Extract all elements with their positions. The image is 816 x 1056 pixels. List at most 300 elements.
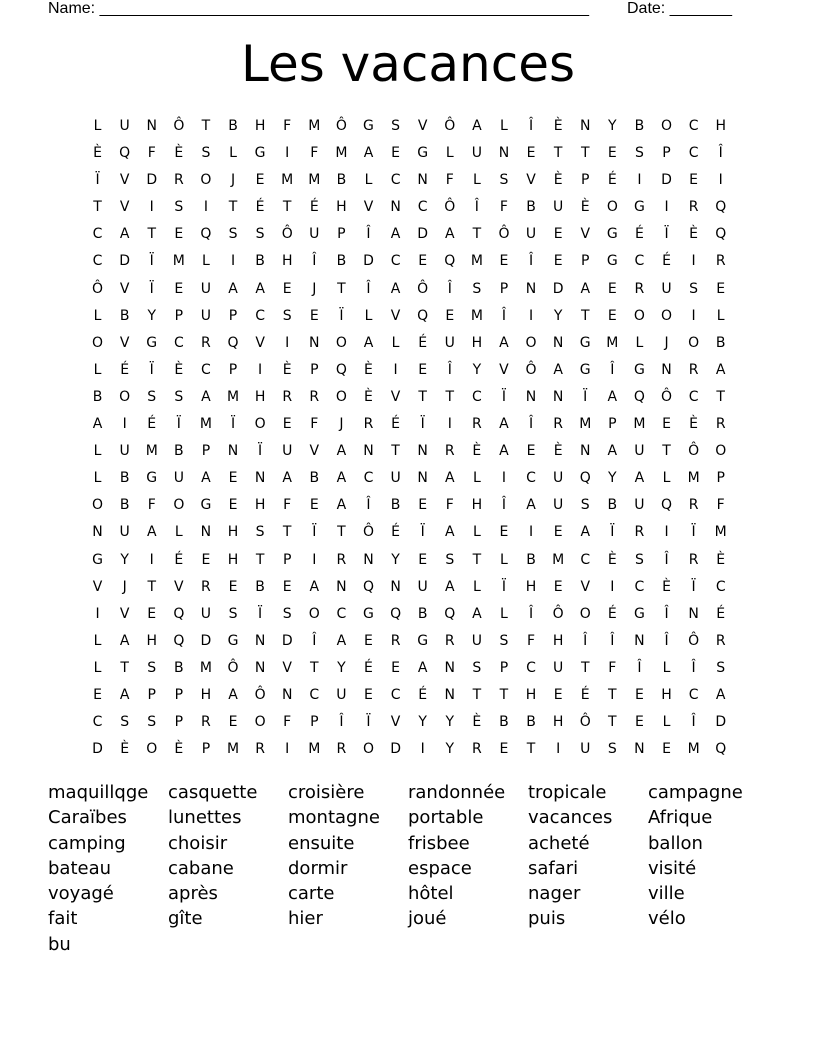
grid-letter: A [228,280,238,297]
grid-letter: H [552,714,564,731]
grid-letter: V [390,714,401,731]
grid-letter: E [418,361,428,378]
grid-letter: Ï [664,226,669,243]
grid-letter: M [633,416,646,433]
grid-letter: P [581,172,590,189]
grid-letter: Î [637,659,642,676]
grid-letter: B [526,714,536,731]
grid-letter: D [119,253,131,270]
grid-letter: Ô [661,388,673,405]
grid-letter: L [364,172,373,189]
grid-letter: S [282,605,292,622]
grid-letter: S [634,145,644,162]
grid-letter: H [227,551,239,568]
grid-letter: M [714,524,727,541]
grid-letter: M [199,416,212,433]
grid-letter: Ï [149,253,154,270]
grid-letter: È [364,388,373,405]
grid-letter: L [500,551,508,568]
grid-letter: C [390,686,401,703]
grid-letter: A [472,118,482,134]
grid-letter: A [201,388,211,405]
grid-letter: U [525,226,537,243]
grid-letter: N [688,605,699,622]
grid-letter: É [418,334,428,351]
grid-letter: H [715,118,726,134]
grid-letter: Ô [579,714,591,731]
grid-letter: P [608,416,617,433]
grid-letter: C [92,253,103,270]
grid-letter: Î [610,361,615,378]
grid-letter: T [526,741,536,758]
grid-letter: Ï [501,578,507,595]
word-bank-item: après [168,883,218,905]
grid-letter: A [363,145,374,162]
grid-letter: B [607,497,618,514]
grid-letter: A [553,361,563,378]
grid-row [84,601,736,628]
grid-letter: B [255,253,265,270]
grid-letter: O [606,199,618,216]
grid-letter: Ï [691,578,696,595]
grid-letter: N [254,632,266,649]
grid-letter: Ï [583,388,588,405]
grid-letter: B [228,118,238,134]
grid-letter: M [687,470,700,487]
grid-letter: D [281,632,293,649]
grid-letter: B [417,605,428,622]
word-bank-item: croisière [288,782,365,803]
grid-letter: H [146,632,157,649]
grid-letter: F [445,497,454,514]
grid-letter: E [282,578,292,595]
grid-letter: C [526,470,536,487]
grid-letter: T [608,714,617,731]
grid-letter: S [689,280,699,297]
grid-letter: T [553,145,563,162]
grid-letter: M [172,253,185,270]
grid-row [84,140,736,167]
grid-letter: Î [528,118,534,134]
grid-letter: T [120,659,129,676]
grid-letter: Î [528,605,534,622]
grid-letter: M [308,741,321,758]
grid-row [84,682,736,709]
grid-letter: Ï [501,388,507,405]
grid-letter: A [336,632,347,649]
grid-letter: E [228,497,238,514]
grid-letter: I [95,605,100,622]
grid-letter: È [93,145,102,162]
grid-letter: S [445,551,455,568]
grid-letter: A [472,605,482,622]
word-bank-item: ville [648,883,685,905]
grid-letter: B [174,659,184,676]
grid-letter: H [525,578,537,595]
grid-letter: È [174,741,184,758]
grid-letter: P [499,659,509,676]
grid-letter: G [606,253,618,270]
grid-letter: L [93,118,102,134]
grid-letter: S [580,497,590,514]
grid-letter: U [634,443,645,460]
grid-letter: C [688,118,699,134]
grid-letter: S [634,551,644,568]
grid-letter: N [309,334,320,351]
grid-letter: Î [528,253,534,270]
grid-letter: Y [553,307,563,324]
grid-letter: Î [339,714,344,731]
grid-letter: C [173,334,184,351]
grid-letter: M [226,741,240,758]
grid-letter: I [691,307,696,324]
grid-letter: Y [608,470,617,487]
grid-letter: R [444,632,455,649]
grid-letter: É [391,416,400,433]
grid-letter: Q [362,578,374,595]
grid-letter: E [634,686,644,703]
grid-letter: N [390,578,401,595]
grid-letter: O [119,388,131,405]
grid-letter: T [337,280,346,297]
grid-letter: T [255,551,265,568]
word-bank-item: hier [288,908,323,930]
word-bank-item: fait [48,908,78,930]
grid-letter: L [93,632,102,649]
grid-letter: R [553,416,563,433]
grid-letter: Ï [95,172,100,189]
grid-letter: E [418,253,428,270]
grid-letter: O [146,741,158,758]
grid-letter: I [312,551,317,568]
grid-letter: B [174,443,184,460]
grid-letter: Î [664,551,669,568]
grid-letter: A [119,226,130,243]
grid-letter: C [634,578,645,595]
grid-letter: S [607,741,617,758]
grid-letter: N [634,741,645,758]
grid-letter: C [309,686,320,703]
grid-letter: R [634,524,645,541]
grid-letter: E [526,145,536,162]
grid-letter: U [119,443,130,460]
grid-letter: L [635,334,644,351]
grid-row [84,438,736,465]
grid-letter: Ô [417,280,429,297]
grid-letter: M [308,172,321,189]
grid-letter: Q [227,334,239,351]
word-bank-item: nager [528,883,581,905]
grid-letter: U [200,280,212,297]
grid-letter: I [285,741,290,758]
grid-letter: U [309,226,320,243]
grid-letter: H [254,118,266,134]
grid-letter: C [92,226,103,243]
grid-letter: J [230,172,236,189]
grid-letter: V [119,605,130,622]
grid-letter: J [122,578,127,595]
grid-row [84,655,736,682]
grid-letter: L [93,307,102,324]
grid-letter: G [606,226,618,243]
grid-letter: Q [715,226,727,243]
grid-letter: U [471,145,482,162]
grid-letter: E [282,280,292,297]
grid-letter: Ï [230,416,236,433]
grid-letter: Ô [335,118,347,134]
grid-letter: D [661,172,672,189]
grid-letter: E [174,280,184,297]
grid-letter: Y [391,551,400,568]
grid-letter: A [119,686,130,703]
grid-letter: Y [445,714,455,731]
grid-letter: O [688,334,700,351]
grid-letter: L [93,470,102,487]
grid-letter: T [662,443,671,460]
grid-letter: Ï [258,443,263,460]
grid-letter: T [472,686,482,703]
grid-letter: T [418,388,427,405]
grid-letter: E [364,686,373,703]
grid-letter: O [254,714,266,731]
grid-letter: R [688,361,699,378]
grid-letter: M [470,307,483,324]
grid-letter: B [526,551,536,568]
grid-letter: N [498,145,510,162]
grid-letter: N [579,443,591,460]
grid-letter: T [201,118,211,134]
grid-letter: Ï [149,280,154,297]
grid-letter: N [92,524,103,541]
grid-letter: P [716,470,725,487]
grid-letter: H [661,686,672,703]
grid-letter: Î [664,605,669,622]
grid-letter: E [282,416,292,433]
grid-letter: É [716,605,726,622]
grid-letter: Q [579,470,591,487]
grid-letter: N [336,578,347,595]
grid-letter: I [230,253,236,270]
grid-letter: R [173,172,184,189]
grid-letter: F [499,199,508,216]
word-bank-item: visité [648,857,697,879]
grid-letter: U [553,497,564,514]
grid-letter: G [633,605,645,622]
grid-letter: U [336,686,347,703]
grid-letter: O [715,443,727,460]
grid-letter: Y [147,307,157,324]
grid-letter: M [335,145,348,162]
grid-letter: C [688,145,699,162]
grid-letter: A [92,416,103,433]
grid-letter: I [258,361,263,378]
grid-letter: B [92,388,103,405]
grid-letter: É [634,226,644,243]
grid-letter: É [607,172,617,189]
grid-letter: Ï [312,524,317,541]
word-bank-item: montagne [288,807,380,829]
grid-letter: B [715,334,726,351]
grid-letter: L [472,524,481,541]
grid-letter: N [417,172,428,189]
grid-letter: È [662,578,671,595]
grid-letter: U [390,470,401,487]
grid-letter: Î [312,253,317,270]
grid-letter: G [579,334,591,351]
grid-letter: Ô [92,280,104,297]
grid-letter: E [716,280,726,297]
grid-letter: A [499,334,509,351]
grid-letter: E [499,524,509,541]
grid-letter: E [228,714,238,731]
grid-letter: C [580,551,591,568]
grid-letter: E [553,578,563,595]
grid-letter: E [607,307,617,324]
grid-letter: H [525,686,537,703]
grid-letter: M [226,388,240,405]
grid-letter: Ô [444,199,456,216]
word-bank-item: vélo [648,908,686,930]
grid-letter: D [363,253,374,270]
grid-letter: T [147,578,157,595]
grid-letter: Ï [149,361,154,378]
grid-letter: A [444,524,455,541]
grid-letter: B [119,307,130,324]
grid-letter: N [444,659,455,676]
grid-letter: V [417,118,428,134]
grid-letter: Q [661,497,673,514]
grid-letter: P [228,307,238,324]
grid-letter: Ï [366,714,371,731]
date-field-label: Date: _______ [627,0,732,17]
grid-letter: N [579,118,591,134]
grid-letter: Q [173,605,185,622]
word-bank-item: campagne [648,782,743,803]
grid-letter: P [337,226,346,243]
grid-row [84,465,736,492]
grid-letter: U [553,199,564,216]
grid-letter: I [691,253,696,270]
grid-letter: C [336,605,347,622]
grid-letter: T [716,388,725,405]
grid-letter: N [363,551,374,568]
grid-letter: V [119,334,130,351]
grid-letter: G [200,497,212,514]
grid-letter: Y [472,361,482,378]
grid-letter: Q [417,307,429,324]
grid-letter: I [501,470,507,487]
grid-letter: B [336,172,347,189]
grid-letter: F [147,497,156,514]
grid-letter: È [472,443,482,460]
grid-letter: O [308,605,320,622]
grid-letter: V [282,659,292,676]
grid-letter: È [553,172,563,189]
grid-letter: R [255,741,265,758]
grid-letter: Ï [610,524,615,541]
grid-letter: Q [444,253,456,270]
grid-letter: E [364,632,373,649]
grid-letter: H [552,632,564,649]
grid-letter: F [283,118,292,134]
grid-letter: S [201,145,211,162]
grid-letter: P [174,307,184,324]
grid-letter: O [200,172,212,189]
grid-letter: I [149,199,154,216]
grid-letter: F [310,145,319,162]
grid-letter: È [689,416,699,433]
grid-letter: P [174,686,184,703]
grid-letter: S [499,632,509,649]
grid-letter: Î [366,226,371,243]
grid-letter: V [92,578,103,595]
grid-letter: A [417,659,428,676]
grid-letter: T [228,199,238,216]
grid-letter: M [308,118,321,134]
grid-row [84,574,736,601]
grid-letter: R [715,416,726,433]
grid-letter: Y [418,714,427,731]
grid-letter: S [228,605,238,622]
grid-letter: U [634,497,645,514]
grid-letter: T [310,659,319,676]
word-bank-item: hôtel [408,883,454,905]
grid-letter: È [282,361,292,378]
grid-letter: Î [366,280,371,297]
word-bank-item: voyagé [48,883,114,905]
grid-letter: M [470,253,483,270]
grid-letter: N [200,524,212,541]
grid-letter: N [227,443,239,460]
grid-letter: P [201,741,211,758]
grid-letter: H [336,199,347,216]
grid-letter: O [335,334,347,351]
grid-letter: U [471,632,482,649]
grid-letter: L [445,145,454,162]
grid-letter: U [282,443,293,460]
word-bank-item: maquillqge [48,782,149,803]
grid-letter: U [119,524,130,541]
grid-letter: Q [173,632,185,649]
grid-letter: R [336,741,347,758]
grid-letter: U [553,470,564,487]
grid-letter: C [634,253,645,270]
grid-letter: B [255,578,265,595]
grid-letter: R [471,741,482,758]
grid-letter: E [607,280,617,297]
grid-letter: Y [445,741,455,758]
grid-letter: È [553,118,563,134]
grid-letter: É [255,199,265,216]
grid-letter: E [553,253,563,270]
word-bank-item: portable [408,807,484,829]
grid-letter: H [254,388,266,405]
grid-letter: T [580,659,590,676]
grid-letter: E [255,172,265,189]
grid-letter: Y [608,118,617,134]
grid-letter: Î [312,632,317,649]
grid-letter: V [499,361,509,378]
grid-letter: E [228,578,238,595]
grid-letter: M [579,416,592,433]
grid-letter: C [688,686,699,703]
grid-letter: C [92,714,103,731]
grid-letter: U [200,307,212,324]
grid-letter: L [500,118,508,134]
grid-letter: È [553,443,563,460]
grid-row [84,248,736,275]
grid-letter: L [202,253,210,270]
